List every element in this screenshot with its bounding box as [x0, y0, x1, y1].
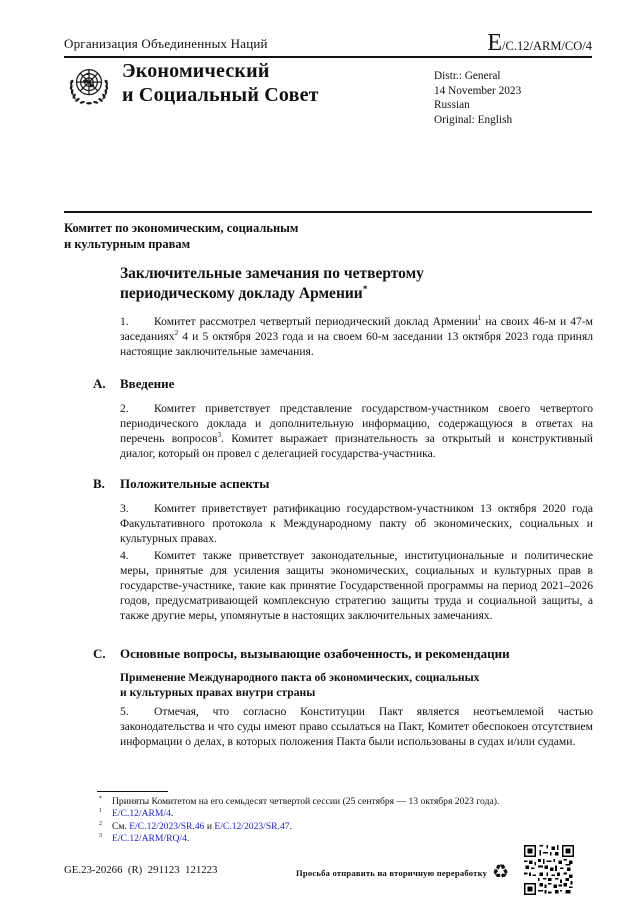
ge-document-number: GE.23-20266 (R) 291123 121223	[64, 864, 218, 876]
paragraph-number: 4.	[120, 549, 129, 562]
paragraph-number: 3.	[120, 502, 129, 515]
paragraph-text: Комитет приветствует ратификацию государством-участником 13 октября 2020 года Факультативного протокола к Международному пакту об экономических, социальных и культурных правах.	[120, 502, 593, 545]
paragraph-text: Комитет также приветствует законодательные, институциональные и политические меры, принятые для усиления защиты экономических, социальных и культурных прав в государстве-участнике, такие как принятие Государственной программы на период 2021–2026 годов, предусматривающей комплексную стратегию защиты труда и социальной защиты, а также другие меры, упомянутые в настоящих заключительных замечаниях.	[120, 549, 593, 622]
document-link[interactable]: E/C.12/ARM/RQ/4	[112, 832, 187, 844]
footnote-ref-2: 2	[174, 329, 179, 338]
paragraph-4	[120, 548, 593, 623]
document-symbol-series: E	[487, 30, 503, 56]
document-symbol-number: /C.12/ARM/CO/4	[502, 39, 592, 53]
footnote-marker	[99, 821, 112, 833]
section-b-label: B.	[93, 476, 105, 491]
council-title-line2: и Социальный Совет	[122, 84, 319, 106]
footnote-text: .	[289, 820, 292, 832]
paragraph-text: 4 и 5 октября 2023 года и на своем 60-м заседании 13 октября 2023 года принял настоящие заключительные замечания.	[120, 330, 593, 358]
paragraph-text: Комитет рассмотрел четвертый периодический доклад Армении	[154, 315, 478, 328]
qr-code-icon	[524, 845, 574, 895]
committee-line1: Комитет по экономическим, социальным	[64, 221, 299, 235]
paragraph-2	[120, 401, 593, 461]
distr-language: Russian	[434, 99, 470, 112]
paragraph-text: . Комитет выражает признательность за открытый и конструктивный диалог, который он провел с делегацией государства-участника.	[120, 432, 593, 460]
footnote-ref-1: 1	[477, 314, 482, 323]
footnote-text: и	[204, 820, 215, 832]
footnote-1	[99, 808, 559, 820]
distr-original: Original: English	[434, 113, 513, 126]
footnote-marker-glyph: 3	[99, 832, 102, 839]
footnote-marker-glyph: 1	[99, 808, 102, 815]
footnote-star	[99, 796, 559, 808]
footnote-ref-3: 3	[217, 431, 222, 440]
paragraph-text: Отмечая, что согласно Конституции Пакт является неотъемлемой частью законодательства и что суды имеют право ссылаться на Пакт, Комитет обеспокоен отсутствием информации о делах, в которых положения Пакта были использованы в судах и/или судами.	[120, 705, 593, 748]
footnote-text: .	[170, 808, 174, 820]
footnote-3	[99, 833, 559, 845]
paragraph-text: на своих 46-м и 47-м заседаниях	[120, 315, 593, 343]
distribution-block	[434, 69, 521, 127]
document-link[interactable]: E/C.12/ARM/4	[112, 808, 171, 820]
document-symbol	[487, 30, 592, 57]
recycle-notice	[296, 863, 509, 882]
footnotes-block	[99, 796, 559, 845]
subsection-heading	[120, 670, 479, 700]
section-b-heading	[93, 476, 269, 492]
paragraph-5	[120, 704, 593, 749]
footnote-marker	[99, 796, 112, 808]
council-title	[122, 59, 319, 107]
section-rule	[64, 211, 592, 213]
footnote-marker	[99, 833, 112, 845]
subsection-line2: и культурных правах внутри страны	[120, 686, 316, 699]
distr-type: Distr.: General	[434, 70, 501, 82]
section-b-title: Положительные аспекты	[120, 476, 270, 491]
un-emblem-icon	[65, 62, 113, 110]
footnote-text: .	[186, 832, 190, 844]
title-footnote-marker: *	[362, 283, 368, 295]
paragraph-text: Комитет приветствует представление государством-участником своего четвертого периодического доклада и дополнительную информацию, содержащуюся в ответах на перечень вопросов	[120, 402, 593, 445]
page-title-line2: периодическому докладу Армении	[120, 284, 363, 302]
header-rule	[64, 56, 592, 58]
paragraph-1	[120, 314, 593, 359]
footnote-separator	[97, 791, 168, 792]
footnote-marker-glyph: *	[99, 795, 102, 802]
council-title-line1: Экономический	[122, 60, 270, 82]
paragraph-number: 5.	[120, 705, 129, 718]
section-c-title: Основные вопросы, вызывающие озабоченность, и рекомендации	[120, 646, 510, 661]
footnote-text: См.	[112, 820, 130, 832]
section-c-label: C.	[93, 646, 106, 661]
un-org-name: Организация Объединенных Наций	[64, 36, 268, 51]
footnote-marker-glyph: 2	[99, 820, 102, 827]
paragraph-number: 1.	[120, 315, 129, 328]
committee-name	[64, 221, 298, 252]
paragraph-number: 2.	[120, 402, 129, 415]
section-a-heading	[93, 376, 174, 392]
section-a-label: A.	[93, 376, 106, 391]
page-title	[120, 264, 424, 303]
section-c-heading	[93, 646, 510, 662]
recycle-text: Просьба отправить на вторичную переработку	[296, 867, 488, 878]
footnote-text: Приняты Комитетом на его семьдесят четвертой сессии (25 сентября — 13 октября 2023 года).	[112, 796, 500, 807]
paragraph-3	[120, 501, 593, 546]
distr-date: 14 November 2023	[434, 84, 522, 97]
subsection-line1: Применение Международного пакта об экономических, социальных	[120, 671, 480, 684]
document-link[interactable]: E/C.12/2023/SR.47	[214, 820, 290, 832]
footnote-marker	[99, 808, 112, 820]
footnote-2	[99, 821, 559, 833]
document-link[interactable]: E/C.12/2023/SR.46	[129, 820, 205, 832]
section-a-title: Введение	[120, 376, 175, 391]
page-title-line1: Заключительные замечания по четвертому	[120, 265, 424, 282]
committee-line2: и культурным правам	[64, 236, 191, 251]
recycle-icon: ♻	[492, 861, 510, 883]
